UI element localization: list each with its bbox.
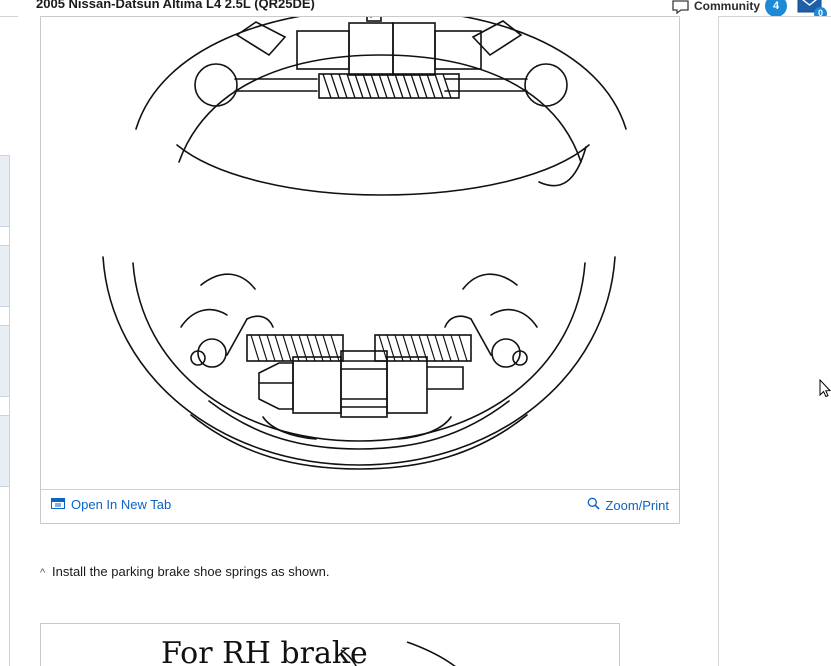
speech-bubble-icon xyxy=(672,0,689,14)
zoom-print-button[interactable] xyxy=(587,497,669,513)
top-bar xyxy=(0,0,831,17)
article-content xyxy=(18,16,718,666)
rh-brake-heading: For RH brake xyxy=(161,636,368,666)
caption-marker: ^ xyxy=(40,567,46,579)
brake-spring-diagram xyxy=(41,17,679,489)
figure-toolbar-1 xyxy=(41,489,679,523)
vehicle-title: 2005 Nissan-Datsun Altima L4 2.5L (QR25DE) xyxy=(36,0,315,11)
page-right-edge xyxy=(718,16,719,666)
zoom-print-label: Zoom/Print xyxy=(605,497,669,513)
community-button[interactable] xyxy=(672,0,787,17)
mouse-cursor xyxy=(819,379,831,398)
scroll-segment[interactable] xyxy=(0,415,9,487)
magnifier-icon xyxy=(587,497,600,513)
figure-card-1 xyxy=(40,16,680,524)
scroll-segment[interactable] xyxy=(0,325,9,397)
figure-caption xyxy=(40,564,680,579)
left-edge-scroll-strip[interactable] xyxy=(0,155,10,666)
community-count-badge: 4 xyxy=(765,0,787,17)
mail-count-badge: 0 xyxy=(814,7,827,17)
community-label: Community xyxy=(694,0,760,13)
caption-text: Install the parking brake shoe springs as shown. xyxy=(52,564,330,579)
rh-brake-diagram xyxy=(41,624,620,666)
mail-button[interactable] xyxy=(797,0,823,17)
open-in-new-tab-button[interactable] xyxy=(51,497,171,512)
scroll-segment[interactable] xyxy=(0,155,9,227)
top-bar-actions xyxy=(672,0,831,17)
scroll-segment[interactable] xyxy=(0,245,9,307)
open-in-new-tab-label: Open In New Tab xyxy=(71,497,172,512)
figure-card-2 xyxy=(40,623,620,666)
external-window-icon xyxy=(51,497,65,512)
